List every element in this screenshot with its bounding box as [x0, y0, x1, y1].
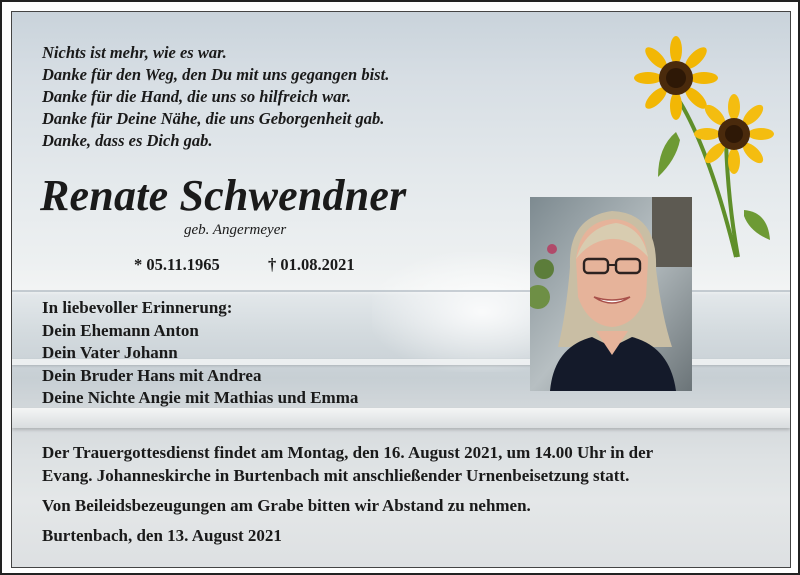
poem: [42, 42, 389, 152]
service-line: Der Trauergottesdienst findet am Montag, den 16. August 2021, um 14.00 Uhr in der: [42, 443, 654, 462]
mourners-heading: In liebevoller Erinnerung:: [42, 298, 233, 317]
poem-line: Danke für den Weg, den Du mit uns gegangen bist.: [42, 65, 390, 84]
service-notice: [42, 442, 653, 487]
service-line: Evang. Johanneskirche in Burtenbach mit anschließender Urnenbeisetzung statt.: [42, 465, 630, 485]
poem-line: Danke für die Hand, die uns so hilfreich war.: [42, 87, 351, 106]
birth-date: * 05.11.1965: [134, 255, 220, 274]
obituary-background: [11, 11, 791, 568]
poem-line: Danke, dass es Dich gab.: [42, 131, 213, 150]
mourner-item: Dein Bruder Hans mit Andrea: [42, 365, 262, 385]
mourner-item: Dein Vater Johann: [42, 343, 178, 362]
place-date: Burtenbach, den 13. August 2021: [42, 526, 282, 545]
birth-name: geb. Angermeyer: [184, 222, 287, 238]
poem-line: Danke für Deine Nähe, die uns Geborgenheit gab.: [42, 109, 385, 128]
mourner-item: Deine Nichte Angie mit Mathias und Emma: [42, 388, 359, 407]
railing-lower: [12, 408, 790, 428]
mourner-item: Dein Ehemann Anton: [42, 320, 199, 340]
death-date: † 01.08.2021: [268, 255, 355, 274]
condolence-note: Von Beileidsbezeugungen am Grabe bitten wir Abstand zu nehmen.: [42, 496, 531, 515]
mourners-list: [42, 297, 358, 410]
deceased-name: Renate Schwendner: [40, 171, 407, 220]
sunflowers-icon: [618, 32, 778, 262]
poem-line: Nichts ist mehr, wie es war.: [42, 43, 227, 62]
